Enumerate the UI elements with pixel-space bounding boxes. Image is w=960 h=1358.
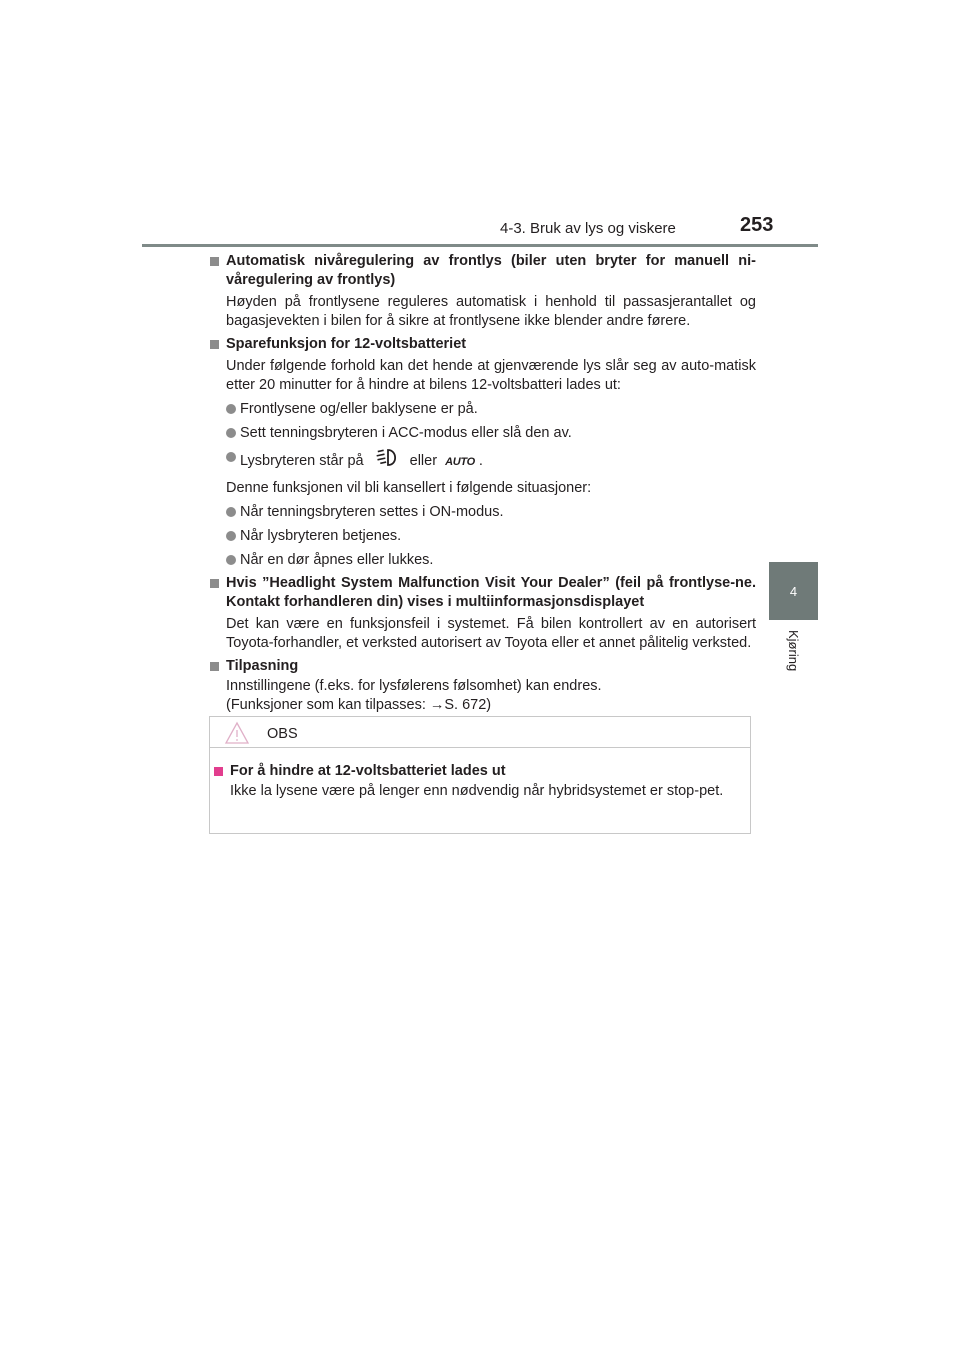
section-auto-leveling (210, 252, 756, 331)
warning-icon (224, 721, 250, 751)
bullet-icon (226, 507, 236, 517)
page-number: 253 (740, 214, 774, 236)
list-item: Lysbryteren står på eller AUTO . (226, 448, 756, 474)
list-item: Når en dør åpnes eller lukkes. (226, 551, 756, 570)
list-item: Sett tenningsbryteren i ACC-modus eller slå den av. (226, 424, 756, 443)
section-marker (210, 662, 219, 671)
content (210, 252, 756, 719)
section-text: Denne funksjonen vil bli kansellert i følgende situasjoner: (226, 480, 592, 496)
obs-box (209, 716, 751, 834)
bullet-icon (226, 404, 236, 414)
auto-icon: AUTO (445, 455, 475, 468)
bullet-icon (226, 428, 236, 438)
header-rule (142, 244, 818, 247)
bullet-icon (226, 555, 236, 565)
obs-label: OBS (267, 726, 298, 742)
section-malfunction (210, 574, 756, 653)
section-marker (210, 579, 219, 588)
section-marker (214, 767, 223, 776)
section-text: Under følgende forhold kan det hende at gjenværende lys slår seg av auto-matisk etter 20 minutter for å hindre at bilens 12-voltsbatteri lades ut: (226, 358, 756, 393)
bullet-icon (226, 452, 236, 462)
section-text: (Funksjoner som kan tilpasses: →S. 672) (226, 697, 492, 713)
section-customization (210, 657, 756, 715)
obs-section (214, 762, 744, 801)
list-item: Når tenningsbryteren settes i ON-modus. (226, 503, 756, 522)
list-item: Frontlysene og/eller baklysene er på. (226, 400, 756, 419)
list-item: Når lysbryteren betjenes. (226, 527, 756, 546)
obs-body (210, 748, 750, 801)
section-text: Det kan være en funksjonsfeil i systemet. Få bilen kontrollert av en autorisert Toyota-forhandler, et verksted autorisert av Toyota eller et annet pålitelig verksted. (226, 616, 756, 651)
bullet-icon (226, 531, 236, 541)
section-heading: Sparefunksjon for 12-voltsbatteriet (226, 336, 467, 352)
section-heading: Tilpasning (226, 658, 299, 674)
obs-heading: For å hindre at 12-voltsbatteriet lades ut (230, 763, 506, 779)
section-marker (210, 340, 219, 349)
section-text: Høyden på frontlysene reguleres automatisk i henhold til passasjerantallet og bagasjevekten i bilen for å sikre at frontlysene ikke blender andre førere. (226, 294, 756, 329)
section-text: Innstillingene (f.eks. for lysfølerens følsomhet) kan endres. (226, 678, 602, 694)
header-title: 4-3. Bruk av lys og viskere (500, 220, 676, 237)
section-heading: Automatisk nivåregulering av frontlys (biler uten bryter for manuell ni-våregulering av frontlys) (226, 253, 756, 288)
section-battery-saver (210, 335, 756, 570)
chapter-tab: 4 (769, 562, 818, 620)
section-heading: Hvis ”Headlight System Malfunction Visit Your Dealer” (feil på frontlyse-ne. Kontakt forhandleren din) vises i multiinformasjonsdisplayet (226, 575, 756, 610)
headlight-icon (374, 448, 400, 474)
obs-text: Ikke la lysene være på lenger enn nødvendig når hybridsystemet er stop-pet. (230, 783, 724, 799)
obs-header (210, 717, 750, 748)
section-marker (210, 257, 219, 266)
chapter-label: Kjøring (786, 630, 801, 672)
